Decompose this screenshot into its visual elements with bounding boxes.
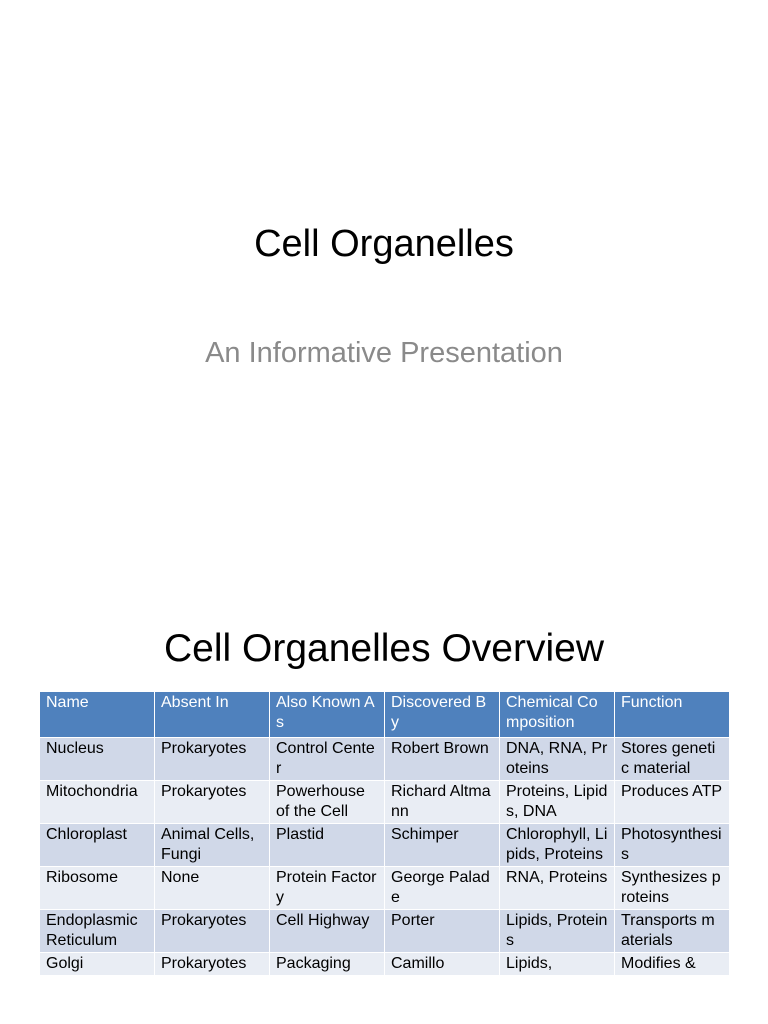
table-row [40, 781, 730, 824]
table-header-row [40, 692, 730, 738]
table-cell: Cell Highway [270, 910, 385, 953]
table-cell: Richard Altmann [385, 781, 500, 824]
table-row [40, 867, 730, 910]
table-cell: Chlorophyll, Lipids, Proteins [500, 824, 615, 867]
table-cell: George Palade [385, 867, 500, 910]
table-cell: Modifies & [615, 953, 730, 976]
table-cell: Transports materials [615, 910, 730, 953]
table-cell: Mitochondria [40, 781, 155, 824]
column-header-also-known-as: Also Known As [270, 692, 385, 738]
table-cell: Protein Factory [270, 867, 385, 910]
table-cell: Endoplasmic Reticulum [40, 910, 155, 953]
table-cell: RNA, Proteins [500, 867, 615, 910]
table-cell: Produces ATP [615, 781, 730, 824]
table-cell: Camillo [385, 953, 500, 976]
table-cell: Control Center [270, 738, 385, 781]
table-row [40, 910, 730, 953]
table-row [40, 738, 730, 781]
organelle-table [39, 691, 730, 976]
table-cell: Chloroplast [40, 824, 155, 867]
column-header-name: Name [40, 692, 155, 738]
table-cell: Robert Brown [385, 738, 500, 781]
table-cell: Plastid [270, 824, 385, 867]
column-header-absent-in: Absent In [155, 692, 270, 738]
table-cell: Packaging [270, 953, 385, 976]
column-header-function: Function [615, 692, 730, 738]
table-cell: DNA, RNA, Proteins [500, 738, 615, 781]
table-cell: Prokaryotes [155, 738, 270, 781]
slide-title: Cell Organelles [254, 223, 514, 265]
table-cell: Proteins, Lipids, DNA [500, 781, 615, 824]
table-cell: None [155, 867, 270, 910]
table-cell: Synthesizes proteins [615, 867, 730, 910]
table-cell: Schimper [385, 824, 500, 867]
table-cell: Animal Cells, Fungi [155, 824, 270, 867]
column-header-discovered-by: Discovered By [385, 692, 500, 738]
table-cell: Nucleus [40, 738, 155, 781]
table-cell: Golgi [40, 953, 155, 976]
table-cell: Photosynthesis [615, 824, 730, 867]
table-cell: Prokaryotes [155, 910, 270, 953]
table-row [40, 824, 730, 867]
overview-title: Cell Organelles Overview [164, 627, 604, 670]
table-cell: Stores genetic material [615, 738, 730, 781]
table-row [40, 953, 730, 976]
table-cell: Porter [385, 910, 500, 953]
table-cell: Prokaryotes [155, 781, 270, 824]
table-cell: Prokaryotes [155, 953, 270, 976]
table-cell: Lipids, Proteins [500, 910, 615, 953]
column-header-chemical-composition: Chemical Composition [500, 692, 615, 738]
slide-subtitle: An Informative Presentation [205, 337, 563, 369]
table-cell: Lipids, [500, 953, 615, 976]
table-cell: Ribosome [40, 867, 155, 910]
table-cell: Powerhouse of the Cell [270, 781, 385, 824]
